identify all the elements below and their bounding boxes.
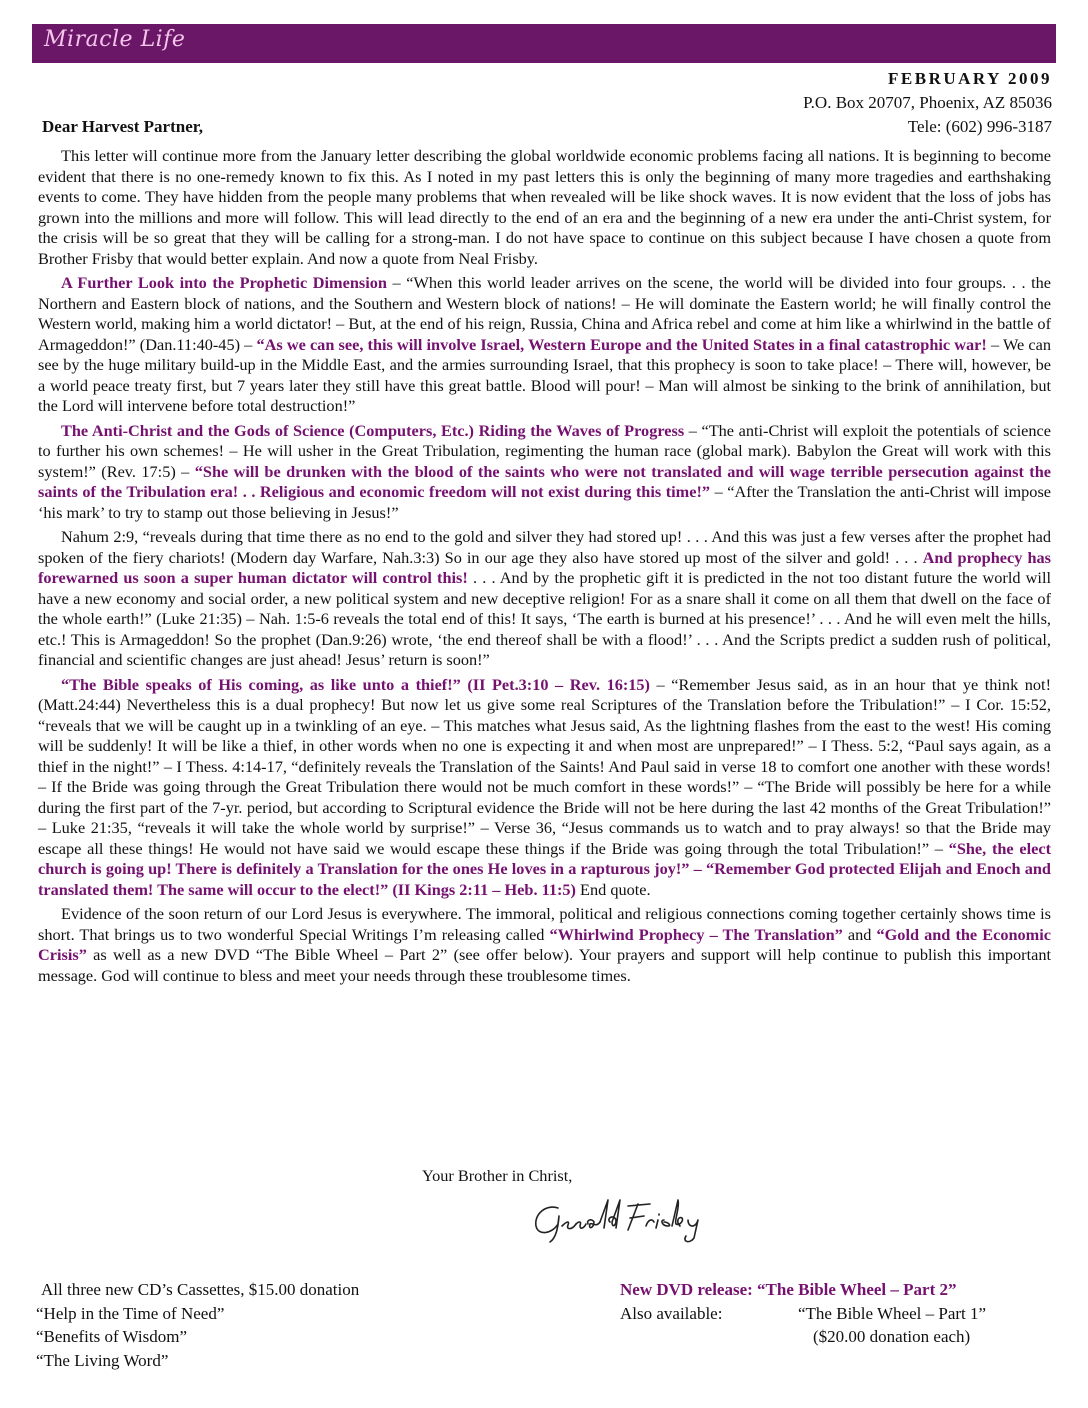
- body-text: as well as a new DVD “The Bible Wheel – Part 2” (see offer below). Your prayers and support will help continue to publish this important message. God will continue to bless and meet your needs through these troublesome times.: [38, 945, 1051, 985]
- emphasis-text: “Whirlwind Prophecy – The Translation”: [549, 924, 843, 944]
- newsletter-title: Miracle Life: [44, 27, 186, 52]
- cd-title: “Benefits of Wisdom”: [36, 1327, 188, 1346]
- salutation: Dear Harvest Partner,: [42, 117, 203, 136]
- cd-offer: [36, 1278, 359, 1372]
- body-text: This letter will continue more from the January letter describing the global worldwide economic problems facing all nations. It is beginning to become evident that there is no one-remedy known to fix this. As I noted in my past letters this is only the beginning of many more tragedies and earthshaking events to come. They have hidden from the people many problems that when revealed will be like shock waves. It is now evident that the loss of jobs has grown into the millions and more will follow. This will lead directly to the end of an era and the beginning of a new era under the anti-Christ system, for the crisis will be so great that they will be calling for a strong-man. I do not have space to continue on this subject because I have chosen a quote from Brother Frisby that would better explain. And now a quote from Neal Frisby.: [38, 146, 1051, 268]
- emphasis-text: “As we can see, this will involve Israel, Western Europe and the United States in a final catastrophic war!: [256, 334, 987, 354]
- paragraph: [38, 904, 1051, 986]
- dvd-part1-title: “The Bible Wheel – Part 1”: [798, 1303, 987, 1323]
- paragraph: [38, 273, 1051, 417]
- body-text: – “Remember Jesus said, as in an hour that ye think not! (Matt.24:44) Nevertheless this is a dual prophecy! But now let us give some real Scriptures of the Translation before the Tribulation!” – I Cor. 15:52, “reveals that we will be caught up in a twinkling of an eye. – This matches what Jesus said, As the lightning flashes from the east to the west! His coming will be suddenly! It will be like a thief, in other words when no one is expecting it and when most are unprepared!” – I Thess. 5:2, “Paul says again, as a thief in the night!” – I Thess. 4:14-17, “definitely reveals the Translation of the Saints! And Paul said in verse 18 to comfort one another with these words! – If the Bride was going through the Great Tribulation there would not be much comfort in these words!” – “The Bride will possibly be here for a while during the first part of the 7-yr. period, but according to Scriptural evidence the Bride will not be here during the last 42 months of the Great Tribulation!” – Luke 21:35, “reveals it will take the whole world by surprise!” – Verse 36, “Jesus commands us to watch and to pray always! so that the Bride may escape all these things! He would not have said we would escape these things if the Bride was going through the total Tribulation!” –: [38, 674, 1051, 858]
- emphasis-text: And prophecy has forewarned us soon a super human dictator will control this!: [38, 547, 1051, 587]
- body-text: End quote.: [575, 879, 651, 899]
- emphasis-text: “Gold and the Economic Crisis”: [38, 924, 1051, 964]
- also-available-label: Also available:: [620, 1303, 723, 1323]
- dvd-release-heading: New DVD release: “The Bible Wheel – Part 2”: [620, 1280, 957, 1299]
- paragraph: [38, 146, 1051, 269]
- emphasis-text: “The Bible speaks of His coming, as like unto a thief!” (II Pet.3:10 – Rev. 16:15): [61, 674, 650, 694]
- paragraph: [38, 675, 1051, 901]
- body-text: . . . And by the prophetic gift it is predicted in the not too distant future the world will have a new economy and social order, a new political system and new deceptive religion! For as a snare shall it come on all them that dwell on the face of the whole earth!” (Luke 21:35) – Nah. 1:5-6 reveals the total end of this! It says, ‘The earth is burned at his presence!’ . . . And he will even melt the hills, etc.! This is Armageddon! So the prophet (Dan.9:26) wrote, ‘the end thereof shall be with a flood!’ . . . And the Scripts predict a sudden rush of political, financial and scientific changes are just ahead! Jesus’ return is soon!”: [38, 568, 1051, 669]
- closing-line: Your Brother in Christ,: [422, 1166, 573, 1185]
- letter-body: [38, 146, 1051, 990]
- cd-offer-price: All three new CD’s Cassettes, $15.00 donation: [41, 1280, 360, 1299]
- body-text: – “When this world leader arrives on the scene, the world will be divided into four groups. . . the Northern and Eastern block of nations, and the Southern and Western block of nations! – He will dominate the Eastern world; he will finally control the Western world, making him a world dictator! – But, at the end of his reign, Russia, China and Africa rebel and come at him like a whirlwind in the battle of Armageddon!” (Dan.11:40-45) –: [38, 273, 1051, 354]
- body-text: Nahum 2:9, “reveals during that time there as no end to the gold and silver they had stored up! . . . And this was just a few verses after the prophet had spoken of the fiery chariots! (Modern day Warfare, Nah.3:3) So in our age they also have stored up most of the silver and gold! . . .: [38, 527, 1051, 567]
- body-text: – We can see by the huge military build-up in the Middle East, and the armies surrounding Israel, that this prophecy is soon to take place! – There will, however, be a world peace treaty first, but 7 years later they still have this great battle. Blood will pour! – Man will almost be sinking to the brink of annihilation, but the Lord will intervene before total destruction!”: [38, 334, 1051, 415]
- emphasis-text: The Anti-Christ and the Gods of Science (Computers, Etc.) Riding the Waves of Progress: [61, 420, 685, 440]
- header-banner: [32, 24, 1056, 63]
- dvd-offer: [620, 1278, 1060, 1349]
- phone-number: Tele: (602) 996-3187: [907, 117, 1052, 136]
- cd-title: “Help in the Time of Need”: [36, 1303, 225, 1323]
- signature-image: [528, 1192, 728, 1250]
- paragraph: [38, 421, 1051, 524]
- body-text: and: [842, 924, 877, 944]
- letter-date: FEBRUARY 2009: [888, 69, 1052, 88]
- mailing-address: P.O. Box 20707, Phoenix, AZ 85036: [803, 93, 1052, 112]
- cd-title: “The Living Word”: [36, 1350, 169, 1370]
- emphasis-text: “She, the elect church is going up! There is definitely a Translation for the ones He loves in a rapturous joy!” – “Remember God protected Elijah and Enoch and translated them! The same will occur to the elect!” (II Kings 2:11 – Heb. 11:5): [38, 838, 1052, 899]
- paragraph: [38, 527, 1051, 671]
- emphasis-text: A Further Look into the Prophetic Dimension: [61, 273, 387, 292]
- body-text: Evidence of the soon return of our Lord Jesus is everywhere. The immoral, political and religious connections coming together certainly shows time is short. That brings us to two wonderful Special Writings I’m releasing called: [38, 904, 1051, 944]
- emphasis-text: “She will be drunken with the blood of the saints who were not translated and will wage terrible persecution against the saints of the Tribulation era! . . Religious and economic freedom will not exist during this time!”: [38, 461, 1051, 501]
- body-text: – “The anti-Christ will exploit the potentials of science to further his own schemes! – He will usher in the Great Tribulation, regimenting the human race (global mark). Babylon the Great will work with this system!” (Rev. 17:5) –: [38, 420, 1052, 481]
- dvd-donation: ($20.00 donation each): [813, 1327, 971, 1346]
- body-text: – “After the Translation the anti-Christ will impose ‘his mark’ to try to stamp out those believing in Jesus!”: [38, 482, 1052, 522]
